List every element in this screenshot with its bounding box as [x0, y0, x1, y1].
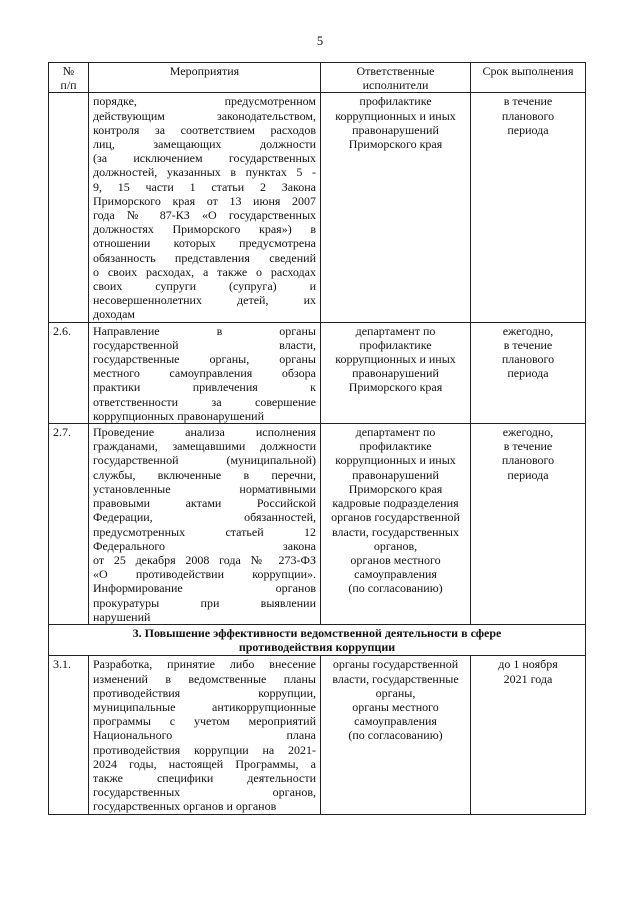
activity-line: Национального плана — [93, 728, 316, 743]
responsible-line: Приморского края — [348, 481, 443, 496]
activity-line: государственных органов и органов — [93, 799, 277, 814]
responsible-line: коррупционных и иных — [335, 108, 456, 123]
deadline-line: в течение — [503, 337, 553, 352]
deadline-line: в течение — [503, 94, 553, 109]
responsible-line: профилактике — [359, 337, 432, 352]
activity-line: государственной (муниципальной) — [93, 453, 316, 468]
responsible-line: правонарушений — [352, 366, 439, 381]
header-deadline: Срок выполнения — [471, 63, 586, 93]
responsible-cell — [321, 424, 471, 625]
activity-line: обязанность представления сведений — [93, 250, 316, 265]
activity-line: местного самоуправления обзора — [93, 366, 316, 381]
activity-line: государственных органов, — [93, 785, 316, 800]
responsible-line: (по согласованию) — [348, 581, 443, 596]
activity-line: также специфики деятельности — [93, 770, 316, 785]
activity-line: несовершеннолетних детей, их — [93, 293, 316, 308]
activity-line: доходам — [93, 307, 136, 322]
responsible-cell — [321, 93, 471, 322]
section-heading-row — [49, 624, 586, 655]
page-number: 5 — [316, 34, 324, 48]
activity-line: Направление в органы — [93, 323, 316, 338]
activity-line: противодействия коррупции на 2021- — [93, 742, 316, 757]
responsible-line: органов, — [373, 538, 418, 553]
activity-line: должностей, указанных в пунктах 5 - — [93, 165, 316, 180]
responsible-line: Приморского края — [348, 380, 443, 395]
deadline-line: планового — [501, 453, 555, 468]
responsible-line: правонарушений — [352, 122, 439, 137]
responsible-line: органов государственной — [331, 510, 460, 525]
activity-line: нарушений — [93, 609, 151, 624]
deadline-line: планового — [501, 352, 555, 367]
responsible-line: органов местного — [350, 552, 441, 567]
responsible-cell — [321, 322, 471, 423]
activity-line: должностях Приморского края») в — [93, 222, 316, 237]
table-row — [49, 424, 586, 625]
responsible-line: кадровые подразделения — [332, 496, 459, 511]
deadline-line: планового — [501, 108, 555, 123]
responsible-line: правонарушений — [352, 467, 439, 482]
header-number: № п/п — [49, 63, 89, 93]
activity-line: «О противодействии коррупции». — [93, 567, 316, 582]
activity-line: Приморского края от 13 июня 2007 — [93, 193, 316, 208]
responsible-line: самоуправления — [354, 567, 437, 582]
table-header-row — [49, 63, 586, 93]
section-heading-line: противодействия коррупции — [238, 640, 396, 655]
deadline-cell — [471, 93, 586, 322]
activity-line: государственной власти, — [93, 337, 316, 352]
header-responsible: Ответственные исполнители — [321, 63, 471, 93]
activity-cell — [89, 322, 321, 423]
activity-line: муниципальные антикоррупционные — [93, 699, 316, 714]
row-number: 3.1. — [49, 656, 89, 814]
deadline-line: ежегодно, — [502, 323, 554, 338]
section-heading — [49, 624, 586, 655]
row-number: 2.6. — [49, 322, 89, 423]
activity-line: 9, 15 части 1 статьи 2 Закона — [93, 179, 316, 194]
activity-cell — [89, 656, 321, 814]
activity-line: года № 87-КЗ «О государственных — [93, 208, 316, 223]
activity-line: Проведение анализа исполнения — [93, 425, 316, 440]
activity-line: гражданами, замещавшими должности — [93, 439, 316, 454]
responsible-cell — [321, 656, 471, 814]
section-heading-line: 3. Повышение эффективности ведомственной деятельности в сфере — [132, 625, 502, 640]
activity-line: от 25 декабря 2008 года № 273-ФЗ — [93, 552, 316, 567]
activity-cell — [89, 424, 321, 625]
responsible-line: профилактике — [359, 439, 432, 454]
activity-line: коррупционных правонарушений — [93, 408, 264, 423]
responsible-line: департамент по — [355, 425, 436, 440]
responsible-line: департамент по — [355, 323, 436, 338]
deadline-line: до 1 ноября — [498, 657, 558, 672]
table-row — [49, 93, 586, 322]
activity-line: ответственности за совершение — [93, 394, 316, 409]
row-number: 2.7. — [49, 424, 89, 625]
activity-line: действующим законодательством, — [93, 108, 316, 123]
activity-line: практики привлечения к — [93, 380, 316, 395]
activity-line: лиц, замещающих должности — [93, 137, 316, 152]
table-row — [49, 656, 586, 814]
table-row — [49, 322, 586, 423]
header-activities: Мероприятия — [89, 63, 321, 93]
deadline-line: в течение — [503, 439, 553, 454]
activity-line: программы с учетом мероприятий — [93, 714, 316, 729]
responsible-line: органы государственной — [332, 657, 459, 672]
responsible-line: власти, государственных — [332, 524, 459, 539]
activity-cell — [89, 93, 321, 322]
deadline-cell — [471, 424, 586, 625]
activity-line: установленные нормативными — [93, 481, 316, 496]
activity-line: Федерального закона — [93, 538, 316, 553]
activity-line: Федерации, обязанностей, — [93, 510, 316, 525]
activity-line: своих супруги (супруга) и — [93, 279, 316, 294]
responsible-line: (по согласованию) — [348, 728, 443, 743]
activity-line: отношении которых предусмотрена — [93, 236, 316, 251]
activity-line: государственные органы, органы — [93, 352, 316, 367]
responsible-line: коррупционных и иных — [335, 352, 456, 367]
activity-line: Информирование органов — [93, 581, 316, 596]
activity-line: правовыми актами Российской — [93, 496, 316, 511]
activity-line: службы, включенные в перечни, — [93, 467, 316, 482]
responsible-line: Приморского края — [348, 137, 443, 152]
responsible-line: коррупционных и иных — [335, 453, 456, 468]
deadline-line: периода — [507, 122, 549, 137]
activity-line: порядке, предусмотренном — [93, 94, 316, 109]
responsible-line: власти, государственные — [332, 671, 459, 686]
row-number — [49, 93, 89, 322]
deadline-line: ежегодно, — [502, 425, 554, 440]
responsible-line: органы, — [375, 685, 416, 700]
activity-line: прокуратуры при выявлении — [93, 595, 316, 610]
activity-line: противодействия коррупции, — [93, 685, 316, 700]
activity-line: о своих расходах, а также о расходах — [93, 264, 316, 279]
activity-line: контроля за соответствием расходов — [93, 122, 316, 137]
activity-line: (за исключением государственных — [93, 151, 316, 166]
responsible-line: органы местного — [352, 699, 439, 714]
activity-line: Разработка, принятие либо внесение — [93, 657, 316, 672]
deadline-cell — [471, 656, 586, 814]
activity-line: изменений в ведомственные планы — [93, 671, 316, 686]
activity-line: 2024 годы, настоящей Программы, а — [93, 756, 316, 771]
deadline-cell — [471, 322, 586, 423]
responsible-line: самоуправления — [354, 714, 437, 729]
deadline-line: 2021 года — [503, 671, 553, 686]
deadline-line: периода — [507, 467, 549, 482]
deadline-line: периода — [507, 366, 549, 381]
activity-line: предусмотренных статьей 12 — [93, 524, 316, 539]
program-table — [48, 62, 586, 815]
responsible-line: профилактике — [359, 94, 432, 109]
